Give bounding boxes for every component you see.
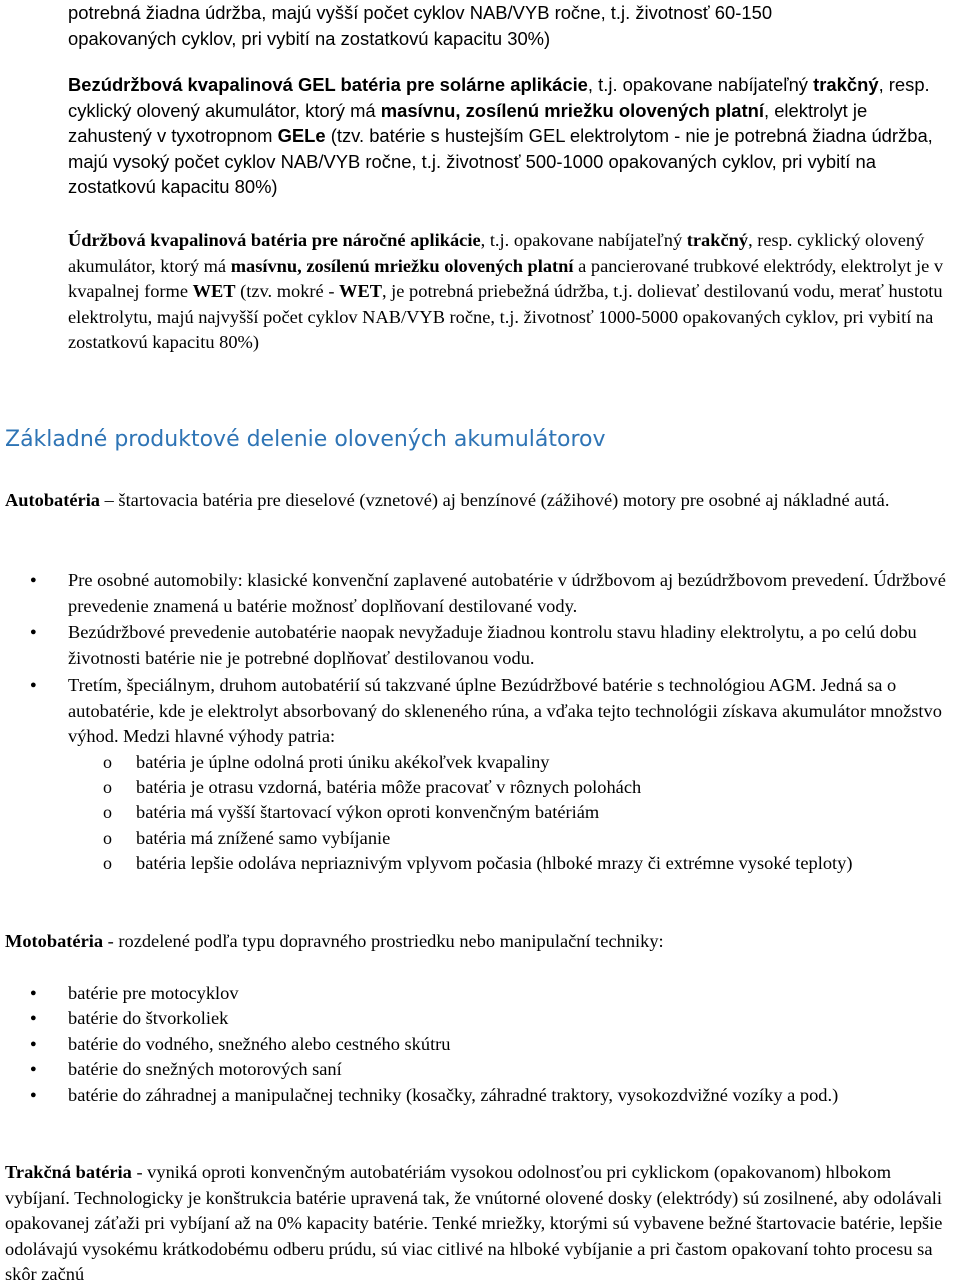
wet-wet-2: WET	[339, 281, 382, 302]
wet-text-1: , t.j. opakovane nabíjateľný	[480, 230, 687, 250]
autobateria-title: Autobatéria	[5, 490, 101, 510]
sub-bullet-icon: o	[103, 853, 112, 873]
moto-bullet-2: batérie do štvorkoliek	[68, 1008, 229, 1028]
trakcna-text: - vyniká oproti konvenčným autobatériám vysokou odolnosťou pri cyklickom (opakovanom) hlbokom vybíjaní. Technologicky je konštrukcia batérie upravená tak, že vnútorné olovené dosky (elektródy) sú zosilnené, aby odolávali opakovanej záťaži pri vybíjaní až na 0% kapacity batérie. Tenké mriežky, ktorými sú vybavene bežné štartovacie batérie, lepšie odolávajú vysokému krátkodobému odberu prúdu, sú viac citlivé na hlboké vybíjanie a pri častom opakovaní tohto procesu sa skôr začnú	[5, 1162, 943, 1285]
wet-trakcny: trakčný	[686, 230, 749, 250]
auto-bullet-2: Bezúdržbové prevedenie autobatérie naopak nevyžaduje žiadnou kontrolu stavu hladiny elektrolytu, a po celú dobu životnosti batérie nie je potrebné doplňovať destilovanou vodu.	[68, 622, 917, 668]
gel-text-1: , t.j. opakovane nabíjateľný	[587, 74, 808, 95]
list-item	[68, 620, 950, 671]
wet-text-2: , resp. cyklický olovený akumulátor, ktorý má	[68, 230, 925, 276]
bullet-icon: ●	[30, 1063, 37, 1075]
auto-bullet-3: Tretím, špeciálnym, druhom autobatérií sú takzvané úplne Bezúdržbové batérie s technológiou AGM. Jedná sa o autobatérie, kde je elektrolyt absorbovaný do skleneného rúna, a vďaka tejto technológii získava akumulátor množstvo výhod. Medzi hlavné výhody patria:	[68, 675, 942, 747]
wet-text-3: a pancierované trubkové elektródy, elektrolyt je v kvapalnej forme	[68, 255, 944, 302]
autobateria-text: – štartovacia batéria pre dieselové (vznetové) aj benzínové (zážihové) motory pre osobné aj nákladné autá.	[100, 490, 890, 510]
section-heading: Základné produktové delenie olovených akumulátorov	[5, 427, 606, 452]
list-item	[136, 851, 950, 877]
list-item	[136, 750, 950, 776]
gel-text-2: , resp. cyklický olovený akumulátor, ktorý má	[68, 74, 930, 121]
bullet-icon: ●	[30, 1038, 37, 1050]
list-item	[136, 800, 950, 826]
list-item	[68, 568, 950, 619]
gel-gele: GELe	[277, 125, 326, 147]
motobateria-text: - rozdelené podľa typu dopravného prostriedku nebo manipulační techniky:	[103, 931, 664, 951]
list-item	[68, 1006, 950, 1032]
trakcna-title: Trakčná batéria	[5, 1162, 132, 1182]
gel-text-4: (tzv. batérie s hustejším GEL elektrolytom - nie je potrebná žiadna údržba, majú vysoký počet cyklov NAB/VYB ročne, t.j. životnosť 500-1000 opakovaných cyklov, pri vybití na zostatkovú kapacitu 80%)	[68, 125, 933, 198]
wet-text-4: (tzv. mokré -	[235, 281, 340, 302]
sub-bullet-icon: o	[103, 777, 112, 797]
gel-title: Bezúdržbová kvapalinová GEL batéria pre solárne aplikácie	[68, 74, 588, 95]
list-item	[68, 1057, 950, 1083]
sub-bullet-icon: o	[103, 752, 112, 772]
gel-grid-emphasis: masívnu, zosílenú mriežku olovených platní	[380, 99, 764, 121]
wet-title: Údržbová kvapalinová batéria pre náročné aplikácie	[68, 230, 481, 250]
bullet-icon: ●	[30, 626, 37, 638]
list-item	[68, 1083, 950, 1109]
bullet-icon: ●	[30, 679, 37, 691]
agm-subitem-4: batéria má znížené samo vybíjanie	[136, 828, 391, 848]
moto-bullet-5: batérie do záhradnej a manipulačnej techniky (kosačky, záhradné traktory, vysokozdvižné vozíky a pod.)	[68, 1085, 839, 1105]
bullet-icon: ●	[30, 1012, 37, 1024]
continuation-line-2: opakovaných cyklov, pri vybití na zostatkovú kapacitu 30%)	[68, 27, 551, 49]
gel-text-3: , elektrolyt je zahustený v tyxotropnom	[68, 99, 868, 147]
continuation-line-1: potrebná žiadna údržba, majú vyšší počet cyklov NAB/VYB ročne, t.j. životnosť 60-150	[68, 2, 773, 23]
sub-bullet-icon: o	[103, 802, 112, 822]
gel-trakcny: trakčný	[813, 74, 879, 95]
moto-bullet-4: batérie do snežných motorových saní	[68, 1059, 342, 1079]
moto-bullet-3: batérie do vodného, snežného alebo cestného skútru	[68, 1034, 451, 1054]
wet-text-5: , je potrebná priebežná údržba, t.j. dolievať destilovanú vodu, merať hustotu elektrolytu, majú najvyšší počet cyklov NAB/VYB ročne, t.j. životnosť 1000-5000 opakovaných cyklov, pri vybití na zostatkovú kapacitu 80%)	[68, 281, 943, 353]
trakcna-paragraph	[5, 1160, 955, 1288]
agm-subitem-3: batéria má vyšší štartovací výkon oproti konvenčným batériám	[136, 802, 600, 822]
list-item	[136, 826, 950, 852]
list-item	[68, 981, 950, 1007]
agm-subitem-5: batéria lepšie odoláva nepriaznivým vplyvom počasia (hlboké mrazy či extrémne vysoké teploty)	[136, 853, 853, 873]
gel-battery-paragraph	[68, 72, 950, 200]
auto-bullet-1: Pre osobné automobily: klasické konvenční zaplavené autobatérie v údržbovom aj bezúdržbovom prevedení. Údržbové prevedenie znamená u batérie možnosť doplňovaní destilované vody.	[68, 570, 946, 616]
bullet-icon: ●	[30, 574, 37, 586]
list-item	[136, 775, 950, 801]
motobateria-title: Motobatéria	[5, 931, 104, 951]
wet-battery-paragraph	[68, 228, 950, 356]
moto-bullet-1: batérie pre motocyklov	[68, 983, 239, 1003]
list-item	[68, 673, 950, 750]
bullet-icon: ●	[30, 1089, 37, 1101]
agm-subitem-1: batéria je úplne odolná proti úniku akékoľvek kvapaliny	[136, 752, 550, 772]
list-item	[68, 1032, 950, 1058]
sub-bullet-icon: o	[103, 828, 112, 848]
agm-subitem-2: batéria je otrasu vzdorná, batéria môže pracovať v rôznych polohách	[136, 777, 642, 797]
wet-wet-1: WET	[192, 281, 236, 302]
continuation-paragraph	[68, 0, 950, 51]
motobateria-paragraph	[5, 929, 955, 955]
bullet-icon: ●	[30, 987, 37, 999]
autobateria-paragraph	[5, 488, 955, 514]
wet-grid-emphasis: masívnu, zosílenú mriežku olovených platní	[230, 255, 574, 276]
